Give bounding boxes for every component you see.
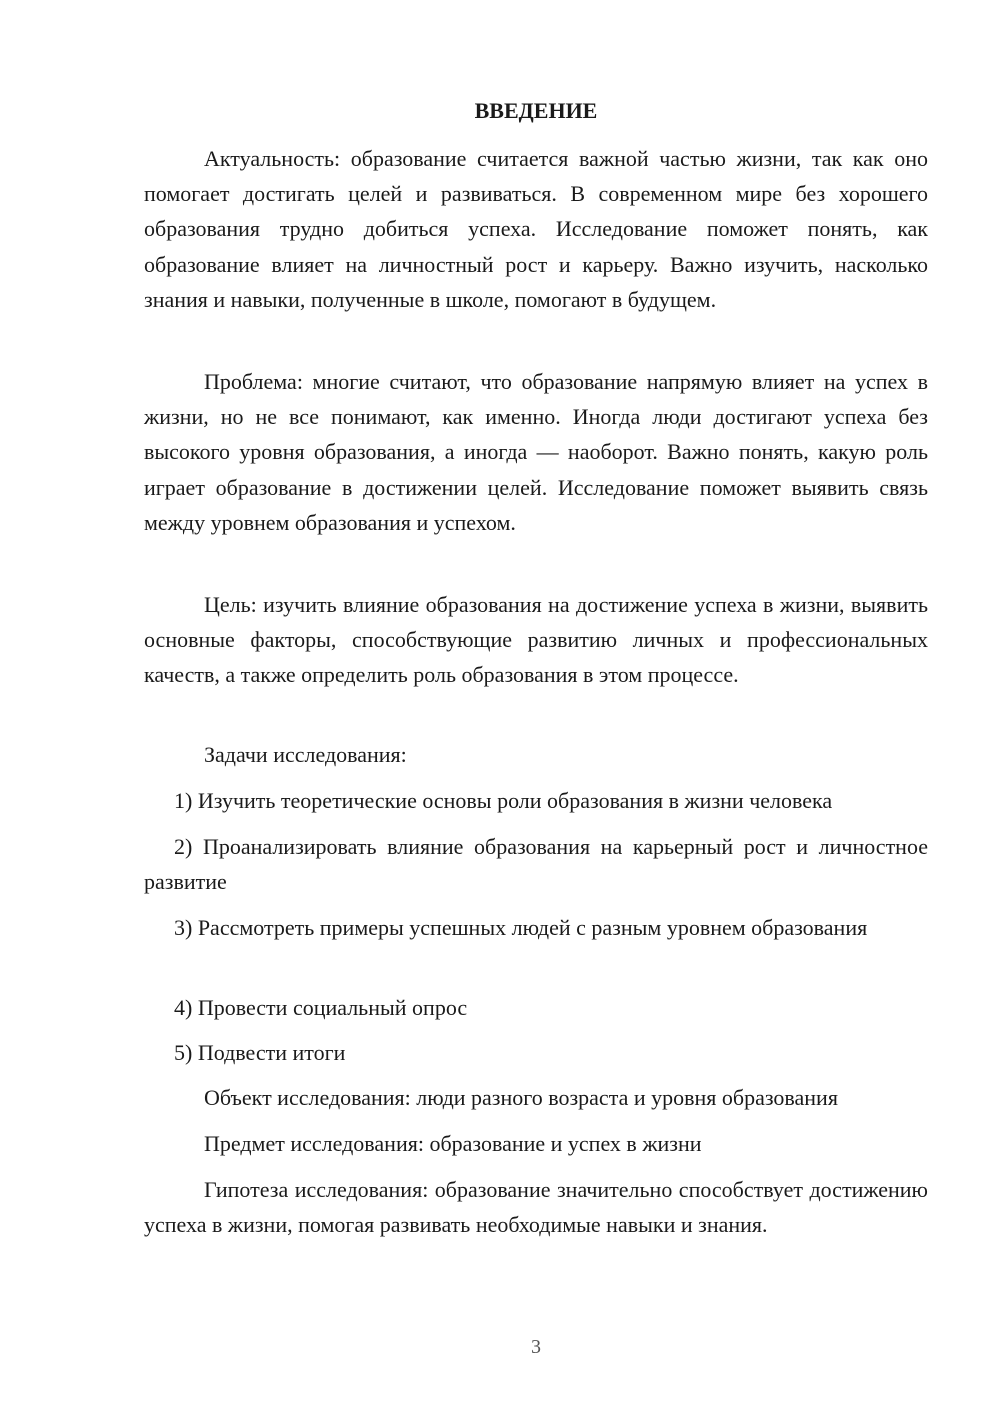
paragraph-subject: Предмет исследования: образование и успех в жизни <box>204 1131 702 1156</box>
task-item-5: 5) Подвести итоги <box>174 1040 346 1065</box>
paragraph-problem: Проблема: многие считают, что образование напрямую влияет на успех в жизни, но не все понимают, как именно. Иногда люди достигают успеха без высокого уровня образования, а иногда — наоборот. Важно понять, какую роль играет образование в достижении целей. Исследование поможет выявить связь между уровнем образования и успехом. <box>144 369 928 535</box>
paragraph-tasks-heading: Задачи исследования: <box>204 742 407 767</box>
page-number: 3 <box>531 1336 541 1358</box>
paragraph-goal: Цель: изучить влияние образования на достижение успеха в жизни, выявить основные факторы, способствующие развитию личных и профессиональных качеств, а также определить роль образования в этом процессе. <box>144 592 928 688</box>
task-item-3: 3) Рассмотреть примеры успешных людей с разным уровнем образования <box>174 915 868 940</box>
paragraph-hypothesis: Гипотеза исследования: образование значительно способствует достижению успеха в жизни, помогая развивать необходимые навыки и знания. <box>144 1177 928 1238</box>
task-item-4: 4) Провести социальный опрос <box>174 995 468 1020</box>
paragraph-relevance: Актуальность: образование считается важной частью жизни, так как оно помогает достигать целей и развиваться. В современном мире без хорошего образования трудно добиться успеха. Исследование поможет понять, как образование влияет на личностный рост и карьеру. Важно изучить, насколько знания и навыки, полученные в школе, помогают в будущем. <box>144 146 928 312</box>
task-item-2: 2) Проанализировать влияние образования на карьерный рост и личностное развитие <box>144 834 928 895</box>
task-item-1: 1) Изучить теоретические основы роли образования в жизни человека <box>174 788 833 813</box>
paragraph-object: Объект исследования: люди разного возраста и уровня образования <box>204 1085 838 1110</box>
section-title: ВВЕДЕНИЕ <box>474 98 598 123</box>
